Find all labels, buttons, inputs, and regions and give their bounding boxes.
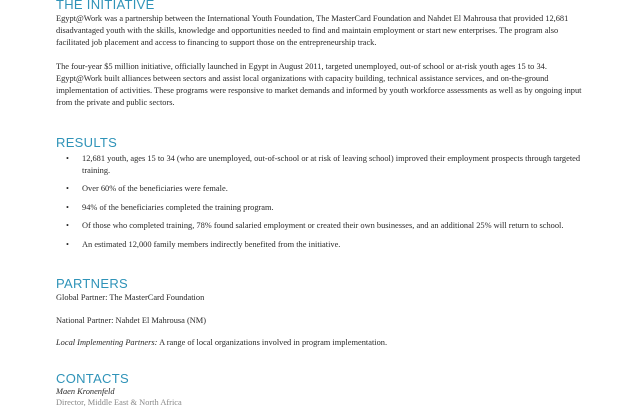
- global-partner-value: The MasterCard Foundation: [109, 293, 205, 302]
- results-item: • 94% of the beneficiaries completed the training program.: [56, 202, 592, 214]
- national-partner-value: Nahdet El Mahrousa (NM): [115, 316, 207, 325]
- local-partner-value: A range of local organizations involved in program implementation.: [159, 338, 388, 347]
- results-heading: RESULTS: [56, 135, 118, 150]
- results-item: • Over 60% of the beneficiaries were female.: [56, 183, 592, 195]
- global-partner-line: [56, 293, 204, 302]
- results-list: [56, 153, 592, 257]
- results-item: • An estimated 12,000 family members indirectly benefited from the initiative.: [56, 239, 592, 251]
- initiative-paragraph-1: Egypt@Work was a partnership between the International Youth Foundation, The MasterCard Foundation and Nahdet El Mahrousa that provided 12,681 disadvantaged youth with the skills, knowledge and opportunities needed to find and maintain employment or start new enterprises. The program also facilitated job placement and access to financing to support those on the entrepreneurship track.: [56, 14, 569, 47]
- national-partner-label: National Partner:: [56, 316, 114, 325]
- local-partner-line: [56, 338, 387, 347]
- results-item: • Of those who completed training, 78% found salaried employment or created their own businesses, and an additional 25% will return to school.: [56, 220, 592, 232]
- contact-title-cut: Director, Middle East & North Africa: [56, 398, 182, 407]
- contact-name: Maen Kronenfeld: [56, 387, 115, 396]
- results-item: • 12,681 youth, ages 15 to 34 (who are unemployed, out-of-school or at risk of leaving school) improved their employment prospects through targeted training.: [56, 153, 592, 176]
- contacts-heading: CONTACTS: [56, 371, 129, 386]
- initiative-heading: THE INITIATIVE: [56, 0, 155, 12]
- local-partner-label: Local Implementing Partners:: [56, 338, 158, 347]
- partners-heading: PARTNERS: [56, 276, 128, 291]
- initiative-paragraph-2: The four-year $5 million initiative, officially launched in Egypt in August 2011, targeted unemployed, out-of school or at-risk youth ages 15 to 34. Egypt@Work built alliances between sectors and assist local organizations with capacity building, technical assistance services, and on-the-ground implementation of activities. These programs were responsive to market demands and informed by youth workforce assessments as well as by ongoing input from the private and public sectors.: [56, 62, 582, 107]
- global-partner-label: Global Partner:: [56, 293, 108, 302]
- national-partner-line: [56, 316, 206, 325]
